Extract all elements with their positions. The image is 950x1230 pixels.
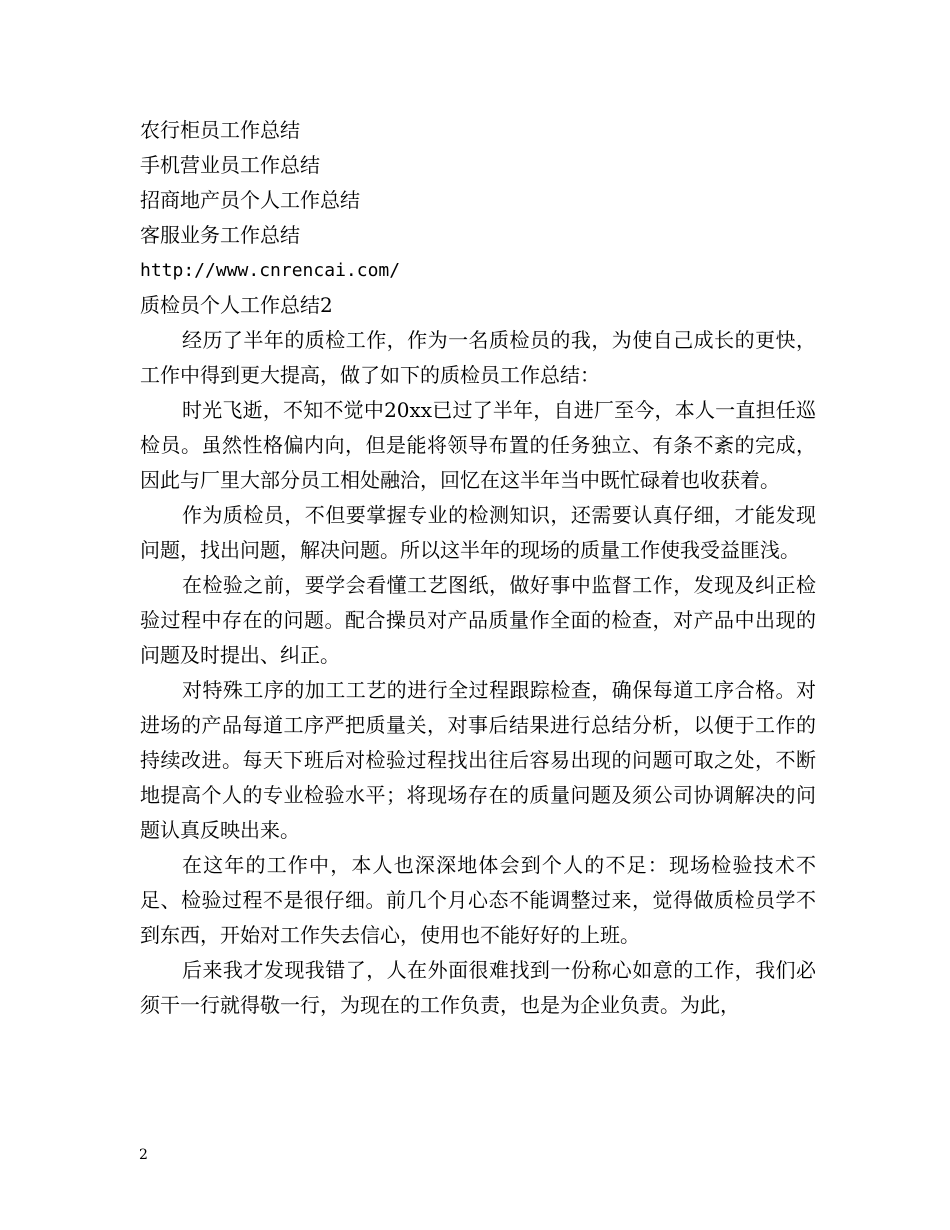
- paragraph-7: 后来我才发现我错了，人在外面很难找到一份称心如意的工作，我们必须干一行就得敬一行，为现在的工作负责，也是为企业负责。为此，: [140, 958, 816, 1017]
- paragraph-4: 在检验之前，要学会看懂工艺图纸，做好事中监督工作，发现及纠正检验过程中存在的问题。配合操员对产品质量作全面的检查，对产品中出现的问题及时提出、纠正。: [140, 573, 816, 667]
- section-title: 质检员个人工作总结2: [140, 293, 333, 317]
- paragraph-1: 经历了半年的质检工作，作为一名质检员的我，为使自己成长的更快，工作中得到更大提高，做了如下的质检员工作总结：: [140, 328, 816, 387]
- paragraph-3: 作为质检员，不但要掌握专业的检测知识，还需要认真仔细，才能发现问题，找出问题，解决问题。所以这半年的现场的质量工作使我受益匪浅。: [140, 503, 816, 562]
- paragraph-5: 对特殊工序的加工工艺的进行全过程跟踪检查，确保每道工序合格。对进场的产品每道工序严把质量关，对事后结果进行总结分析，以便于工作的持续改进。每天下班后对检验过程找出往后容易出现的问题可取之处，不断地提高个人的专业检验水平；将现场存在的质量问题及须公司协调解决的问题认真反映出来。: [140, 678, 816, 842]
- source-url-link[interactable]: http://www.cnrencai.com/: [140, 260, 401, 281]
- paragraph-2: 时光飞逝，不知不觉中20xx已过了半年，自进厂至今，本人一直担任巡检员。虽然性格偏内向，但是能将领导布置的任务独立、有条不紊的完成，因此与厂里大部分员工相处融洽，回忆在这半年当中既忙碌着也收获着。: [140, 398, 816, 492]
- document-body: [140, 113, 816, 1023]
- link-phone-sales-summary[interactable]: 手机营业员工作总结: [140, 153, 320, 177]
- link-customer-service-summary[interactable]: 客服业务工作总结: [140, 223, 300, 247]
- paragraph-6: 在这年的工作中，本人也深深地体会到个人的不足：现场检验技术不足、检验过程不是很仔细。前几个月心态不能调整过来，觉得做质检员学不到东西，开始对工作失去信心，使用也不能好好的上班。: [140, 853, 816, 947]
- page-number: 2: [139, 1147, 148, 1163]
- link-farm-bank-teller-summary[interactable]: 农行柜员工作总结: [140, 118, 300, 142]
- link-real-estate-summary[interactable]: 招商地产员个人工作总结: [140, 188, 360, 212]
